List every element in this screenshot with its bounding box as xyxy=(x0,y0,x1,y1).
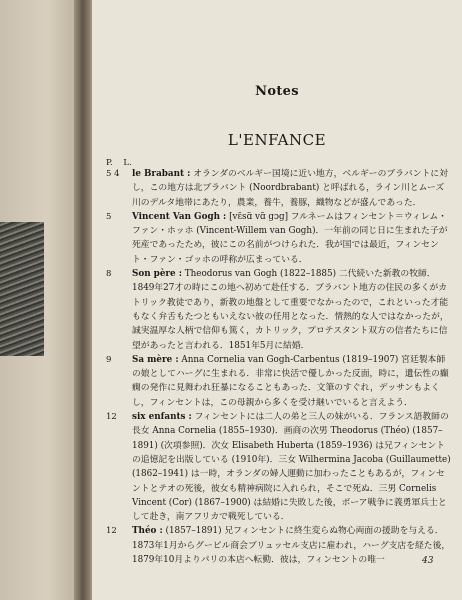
note-entry xyxy=(106,524,452,567)
notes-list xyxy=(106,167,452,567)
note-text: オランダのベルギー国境に近い地方，ベルギーのブラバントに対し，この地方は北ブラバント (Noordbrabant) と呼ばれる，ライン川とムーズ川のデルタ地帯にあたり，農業，養牛，養豚，織物などが盛んであった． xyxy=(132,169,448,208)
note-ref: 12 xyxy=(106,412,117,423)
note-term: Son père : xyxy=(132,269,182,280)
note-ref: 9 xyxy=(106,354,112,365)
note-ref: 5 xyxy=(106,211,112,222)
facing-page-photo xyxy=(0,222,44,356)
note-entry xyxy=(106,210,452,267)
note-ref: 12 xyxy=(106,526,117,537)
note-text: Anna Cornelia van Gogh-Carbentus (1819–1907) 宮廷製本師の娘としてハーグに生まれる．非常に快活で優しかった反面，時に，遺伝性の癲癇の発作に見舞われ狂暴になることもあった．文筆のすぐれ，デッサンもよくし，フィンセントは，この母親から多くを受け継いでいると言えよう． xyxy=(132,354,449,408)
note-entry xyxy=(106,410,452,524)
page-number: 43 xyxy=(422,556,434,566)
note-term: Théo : xyxy=(132,526,163,537)
note-ref: 5 4 xyxy=(106,169,120,179)
chapter-title: L'ENFANCE xyxy=(227,131,327,149)
facing-page xyxy=(0,0,78,600)
note-term: Sa mère : xyxy=(132,354,179,365)
note-term: six enfants : xyxy=(132,412,192,423)
note-ref: 8 xyxy=(106,269,112,280)
notes-page xyxy=(92,0,462,600)
note-term: le Brabant : xyxy=(132,169,191,179)
note-text: [vɛ̃sɑ̃ vɑ̃ gɔg] フルネームはフィンセント＝ウィレム・ファン・ホッホ (Vincent-Willem van Gogh)．一年前の同じ日に生まれた子が死産であったため，彼にこの名前がつけられた．我が国では最近，フィンセント・ファン・ゴッホの呼称が広まっている． xyxy=(132,211,448,265)
note-text: Theodorus van Gogh (1822–1885) 二代続いた新教の牧師．1849年27才の時にこの地へ初めて赴任する．ブラバント地方の住民の多くがカトリック教徒であり，新教の地盤として重要でなかったので，これといった才能もなく弁舌もたつともいえない彼の任用となった．情熱的な人ではなかったが，誠実温厚な人柄で信仰も篤く，カトリック，プロテスタント双方の信者たちに信望があったと言われる．1851年5月に結婚． xyxy=(132,269,449,351)
note-entry xyxy=(106,267,452,353)
note-entry xyxy=(106,167,452,210)
column-header: P. L. xyxy=(106,158,132,168)
notes-heading: Notes xyxy=(255,84,299,99)
note-term: Vincent Van Gogh : xyxy=(132,211,227,222)
note-text: フィンセントには二人の弟と三人の妹がいる．フランス語教師の長女 Anna Cornelia (1855–1930)．画商の次男 Theodorus (Théo) (1857–1891) (次項参照)．次女 Elisabeth Huberta (1859–1936) は兄フィンセントの追憶記を出版している (1910年)．三女 Wilhermina Jacoba (Guillaumette) (1862–1941) は一時，オランダの婦人運動に加わったこともあるが，フィンセントとテオの死後，彼女も精神病院に入れられ，そこで死ぬ．三男 Cornelis Vincent (Cor) (1867–1900) は結婚に失敗した後，ボーア戦争に義勇軍兵士として赴き，南アフリカで戦死している． xyxy=(132,412,451,523)
note-text: (1857–1891) 兄フィンセントに終生変らぬ物心両面の援助を与える．1873年1月からグーピル商会ブリュッセル支店に雇われ，ハーグ支店を経た後，1879年10月よりパリの本店へ転勤．彼は，フィンセントの唯一 xyxy=(132,526,451,566)
note-entry xyxy=(106,353,452,410)
